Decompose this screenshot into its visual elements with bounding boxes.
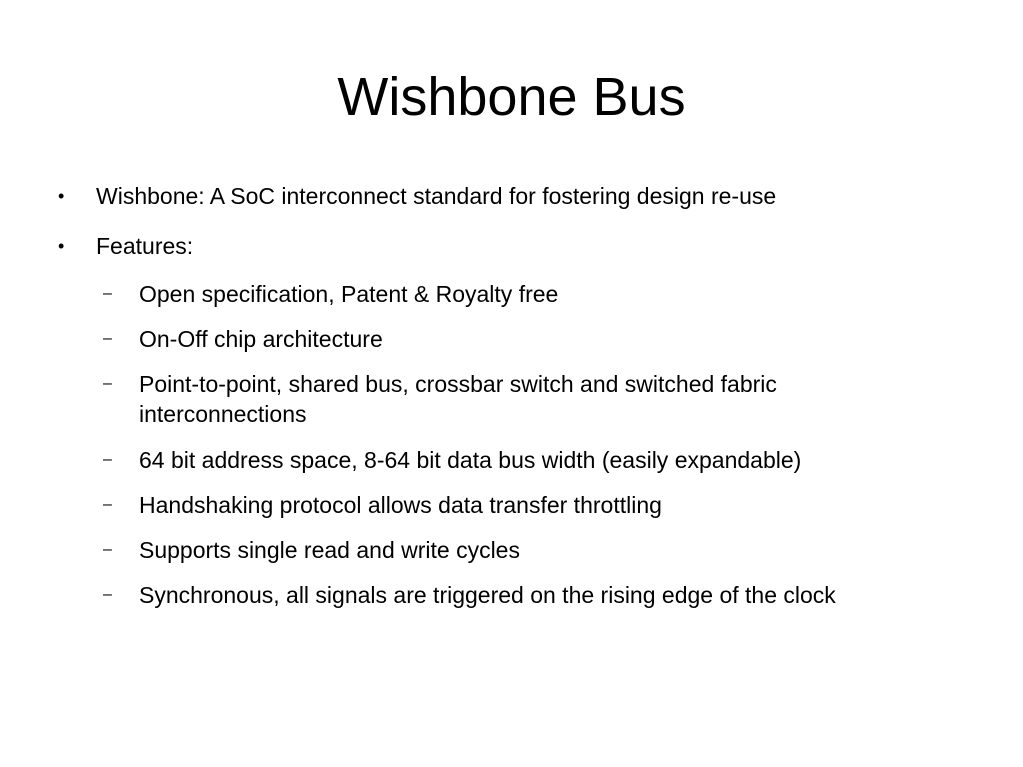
sub-bullet-text: 64 bit address space, 8-64 bit data bus width (easily expandable)	[139, 447, 802, 473]
dash-icon: –	[103, 330, 112, 347]
bullet-dot-icon: •	[58, 186, 65, 206]
sub-bullet-text: Open specification, Patent & Royalty free	[139, 281, 559, 307]
sub-bullet-item	[103, 580, 923, 610]
dash-icon: –	[103, 586, 112, 603]
slide-title: Wishbone Bus	[337, 67, 686, 127]
sub-bullet-item	[103, 535, 923, 565]
sub-bullet-item	[103, 279, 923, 309]
sub-bullet-text: Synchronous, all signals are triggered on the rising edge of the clock	[139, 582, 836, 608]
sub-bullet-item	[103, 369, 923, 429]
sub-bullet-item	[103, 324, 923, 354]
dash-icon: –	[103, 496, 112, 513]
sub-bullet-text: Supports single read and write cycles	[139, 537, 520, 563]
sub-bullet-text: On-Off chip architecture	[139, 326, 383, 352]
dash-icon: –	[103, 285, 112, 302]
sub-bullet-item	[103, 490, 923, 520]
dash-icon: –	[103, 541, 112, 558]
bullet-dot-icon: •	[58, 236, 65, 256]
dash-icon: –	[103, 451, 112, 468]
bullet-text: Wishbone: A SoC interconnect standard for fostering design re-use	[96, 183, 777, 209]
sub-bullet-text: Point-to-point, shared bus, crossbar switch and switched fabric interconnections	[139, 371, 777, 427]
sub-bullet-item	[103, 445, 923, 475]
bullet-text: Features:	[96, 233, 194, 259]
sub-bullet-text: Handshaking protocol allows data transfer throttling	[139, 492, 662, 518]
dash-icon: –	[103, 375, 112, 392]
